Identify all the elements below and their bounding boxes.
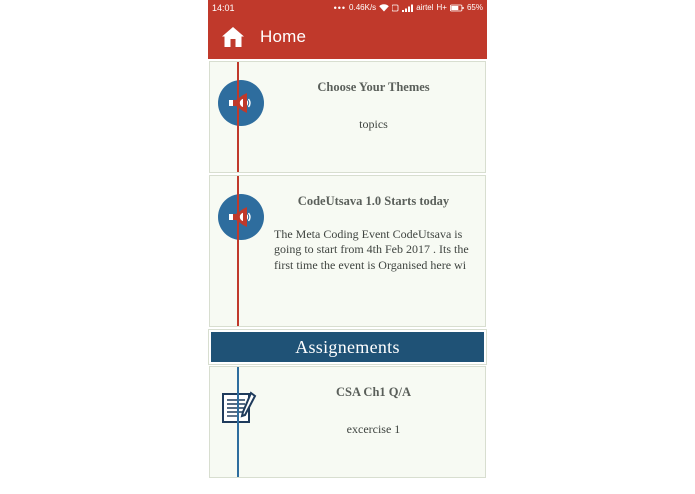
card-title: CSA Ch1 Q/A [335,385,412,399]
network-type-label: H+ [436,3,447,12]
announcement-card[interactable] [209,61,486,173]
assignments-section-label: Assignements [295,336,400,357]
card-text: The Meta Coding Event CodeUtsava is going to start from 4th Feb 2017 . Its the first time the event is Organised here wi [274,227,469,272]
assignments-section-button[interactable] [209,330,486,364]
card-accent-rule [237,62,239,172]
carrier-label: airtel [416,3,434,12]
card-title: Choose Your Themes [317,80,430,94]
card-inner [210,176,485,326]
wifi-icon [379,3,389,12]
card-inner [210,367,485,477]
status-bar [208,0,487,15]
app-bar [208,15,487,59]
megaphone-icon [218,194,264,240]
card-icon-wrap [210,176,272,240]
card-body [272,367,485,449]
signal-icon [402,4,413,12]
card-accent-rule [237,176,239,326]
status-data-rate: 0.46K/s [349,3,377,12]
card-icon-wrap [210,367,272,430]
page-title: Home [260,27,307,46]
battery-icon [450,4,464,12]
status-dots: ••• [333,2,347,13]
card-text: topics [359,117,388,131]
sim-icon [392,4,399,12]
phone-screen [208,0,487,494]
battery-percent: 65% [466,3,483,12]
card-title: CodeUtsava 1.0 Starts today [297,194,450,208]
card-body [272,62,485,144]
card-text: excercise 1 [346,422,401,436]
assignment-card[interactable] [209,366,486,478]
card-accent-rule [237,367,239,477]
megaphone-icon [218,80,264,126]
card-inner [210,62,485,172]
announcement-card[interactable] [209,175,486,327]
card-icon-wrap [210,62,272,126]
status-time: 14:01 [212,2,235,13]
content-area [208,61,487,478]
notebook-pencil-icon [221,391,261,430]
home-icon[interactable] [220,24,246,50]
card-body [272,176,485,285]
